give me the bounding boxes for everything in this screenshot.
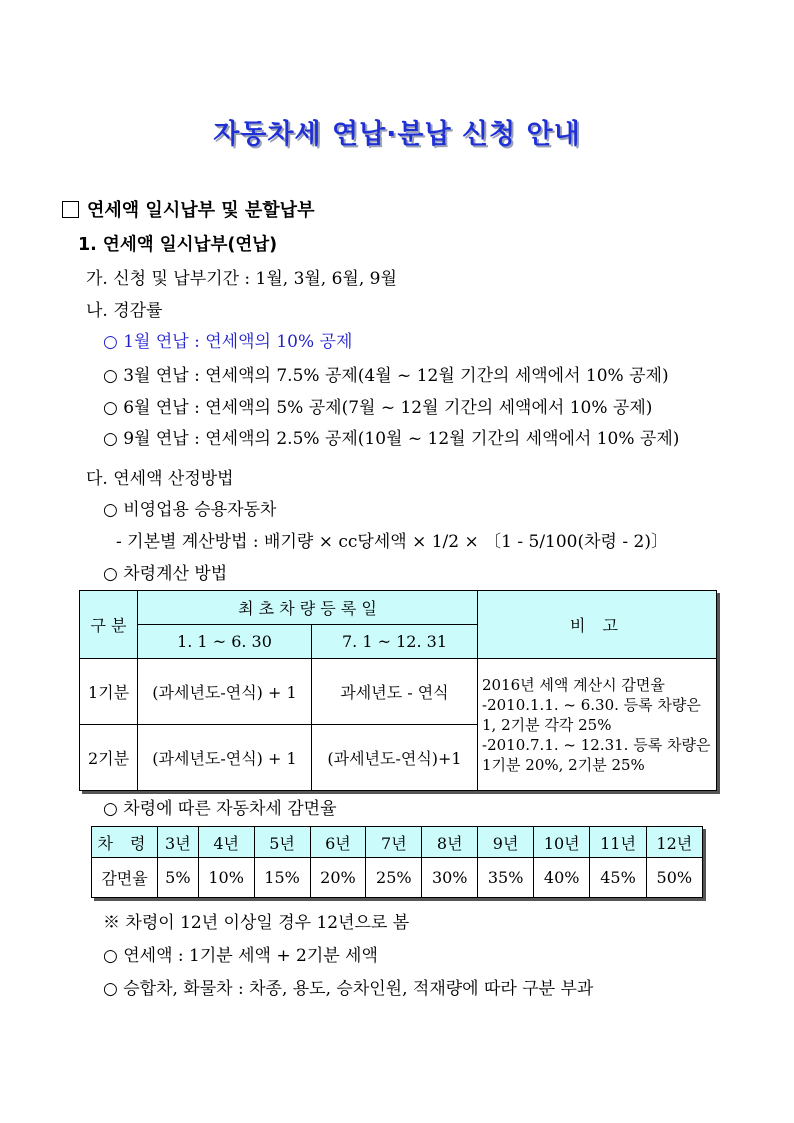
age-year-cell: 10년: [534, 827, 590, 858]
reduction-rate-cell: 45%: [590, 858, 646, 898]
header-bigo: 비 고: [478, 591, 717, 659]
row-first-half: (과세년도-연식) + 1: [138, 725, 312, 791]
item-na-3: ○ 6월 연납 : 연세액의 5% 공제(7월 ~ 12월 기간의 세액에서 10% 공제): [103, 398, 653, 418]
section-heading: [62, 200, 314, 222]
age-year-cell: 8년: [422, 827, 478, 858]
item-da-2: ○ 차령계산 방법: [103, 564, 228, 584]
page-title: 자동차세 연납·분납 신청 안내: [213, 119, 581, 150]
age-year-cell: 7년: [366, 827, 422, 858]
age-year-cell: 6년: [310, 827, 366, 858]
rate-label: 감면율: [92, 858, 158, 898]
age-year-cell: 3년: [158, 827, 199, 858]
row-first-half: (과세년도-연식) + 1: [138, 659, 312, 725]
reduction-rate-cell: 5%: [158, 858, 199, 898]
checkbox-square-icon: [62, 201, 79, 218]
remark-line-2: -2010.1.1. ~ 6.30. 등록 차량은 1, 2기분 각각 25%: [482, 695, 701, 734]
header-second-half: 7. 1 ~ 12. 31: [312, 625, 478, 659]
vehicle-age-table: [79, 590, 717, 791]
note-1: ※ 차령이 12년 이상일 경우 12년으로 봄: [103, 913, 410, 933]
reduction-rate-cell: 50%: [646, 858, 702, 898]
item-da-1: ○ 비영업용 승용자동차: [103, 500, 277, 520]
note-3: ○ 승합차, 화물차 : 차종, 용도, 승차인원, 적재량에 따라 구분 부과: [103, 979, 594, 999]
age-year-cell: 11년: [590, 827, 646, 858]
row-second-half: 과세년도 - 연식: [312, 659, 478, 725]
item-da-1-formula: - 기본별 계산방법 : 배기량 × cc당세액 × 1/2 × 〔1 - 5/100(차령 - 2)〕: [116, 532, 668, 552]
reduction-rate-cell: 40%: [534, 858, 590, 898]
age-year-cell: 9년: [478, 827, 534, 858]
age-year-cell: 12년: [646, 827, 702, 858]
sub-heading: 1. 연세액 일시납부(연납): [78, 235, 278, 255]
row-label: 1기분: [80, 659, 138, 725]
header-gubun: 구 분: [80, 591, 138, 659]
reduction-rate-cell: 15%: [254, 858, 310, 898]
row-second-half: (과세년도-연식)+1: [312, 725, 478, 791]
reduction-heading: ○ 차령에 따른 자동차세 감면율: [103, 799, 337, 819]
header-first-registration: 최 초 차 량 등 록 일: [138, 591, 478, 625]
reduction-rate-cell: 10%: [198, 858, 254, 898]
age-year-cell: 5년: [254, 827, 310, 858]
item-na-1: ○ 1월 연납 : 연세액의 10% 공제: [103, 332, 353, 352]
age-label: 차 령: [92, 827, 158, 858]
row-label: 2기분: [80, 725, 138, 791]
item-na-2: ○ 3월 연납 : 연세액의 7.5% 공제(4월 ~ 12월 기간의 세액에서 10% 공제): [103, 366, 669, 386]
reduction-rate-cell: 25%: [366, 858, 422, 898]
reduction-rate-table: [91, 826, 703, 898]
section-heading-text: 연세액 일시납부 및 분할납부: [87, 200, 315, 221]
note-2: ○ 연세액 : 1기분 세액 + 2기분 세액: [103, 946, 378, 966]
reduction-rate-cell: 35%: [478, 858, 534, 898]
remark-cell: [478, 659, 717, 791]
age-year-cell: 4년: [198, 827, 254, 858]
item-na: 나. 경감률: [86, 301, 163, 321]
remark-line-3: -2010.7.1. ~ 12.31. 등록 차량은 1기분 20%, 2기분 25%: [482, 735, 711, 774]
reduction-rate-cell: 30%: [422, 858, 478, 898]
header-first-half: 1. 1 ~ 6. 30: [138, 625, 312, 659]
item-ga: 가. 신청 및 납부기간 : 1월, 3월, 6월, 9월: [86, 269, 397, 289]
remark-line-1: 2016년 세액 계산시 감면율: [482, 675, 665, 694]
reduction-rate-cell: 20%: [310, 858, 366, 898]
item-da: 다. 연세액 산정방법: [86, 469, 234, 489]
item-na-4: ○ 9월 연납 : 연세액의 2.5% 공제(10월 ~ 12월 기간의 세액에서 10% 공제): [103, 429, 680, 449]
